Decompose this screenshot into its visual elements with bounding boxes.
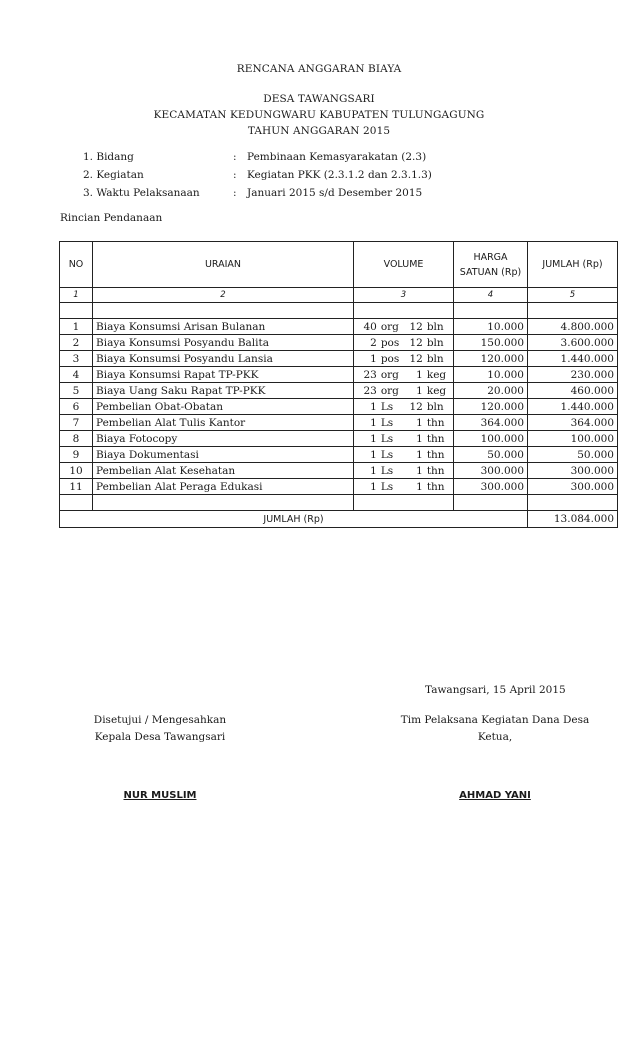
table-row: [60, 351, 618, 367]
row-uraian: Biaya Dokumentasi: [93, 447, 354, 463]
row-uraian: Biaya Konsumsi Posyandu Lansia: [93, 351, 354, 367]
duration-unit: bln: [426, 352, 444, 365]
row-volume: [354, 367, 454, 383]
info-colon: :: [233, 151, 237, 163]
duration-qty: 1: [416, 464, 423, 477]
volume-unit: pos: [380, 352, 400, 365]
row-volume: [354, 447, 454, 463]
duration-qty: 1: [416, 368, 423, 381]
volume-qty: 40: [363, 320, 377, 333]
volume-qty: 1: [370, 416, 377, 429]
column-number-row: [60, 288, 618, 303]
header-jumlah: JUMLAH (Rp): [528, 242, 618, 288]
row-uraian: Pembelian Obat-Obatan: [93, 399, 354, 415]
duration-qty: 12: [409, 352, 423, 365]
row-jumlah: 1.440.000: [528, 399, 618, 415]
blank-row: [60, 303, 618, 319]
volume-qty: 1: [370, 448, 377, 461]
column-number: 5: [528, 288, 618, 303]
row-jumlah: 50.000: [528, 447, 618, 463]
volume-unit: Ls: [380, 480, 394, 493]
volume-unit: org: [380, 384, 399, 397]
info-block: [83, 151, 432, 205]
row-harga: 120.000: [454, 399, 528, 415]
place-date: Tawangsari, 15 April 2015: [425, 684, 566, 696]
kecamatan-heading: KECAMATAN KEDUNGWARU KABUPATEN TULUNGAGUNG: [153, 109, 485, 121]
row-jumlah: 100.000: [528, 431, 618, 447]
row-volume: [354, 431, 454, 447]
document-title: RENCANA ANGGARAN BIAYA: [236, 63, 402, 75]
duration-qty: 1: [416, 384, 423, 397]
header-harga: [454, 242, 528, 288]
table-row: [60, 463, 618, 479]
column-number: 3: [354, 288, 454, 303]
volume-qty: 1: [370, 480, 377, 493]
row-jumlah: 4.800.000: [528, 319, 618, 335]
row-volume: [354, 415, 454, 431]
row-no: 1: [60, 319, 93, 335]
row-volume: [354, 463, 454, 479]
table-row: [60, 447, 618, 463]
row-jumlah: 230.000: [528, 367, 618, 383]
duration-unit: bln: [426, 320, 444, 333]
row-volume: [354, 351, 454, 367]
row-volume: [354, 335, 454, 351]
info-label: 3. Waktu Pelaksanaan: [83, 187, 200, 199]
volume-unit: Ls: [380, 432, 394, 445]
info-label: 2. Kegiatan: [83, 169, 144, 181]
info-value: Pembinaan Kemasyarakatan (2.3): [247, 151, 427, 163]
header-no: NO: [60, 242, 93, 288]
table-row: [60, 367, 618, 383]
row-no: 3: [60, 351, 93, 367]
rincian-label: Rincian Pendanaan: [60, 212, 163, 224]
row-no: 9: [60, 447, 93, 463]
duration-qty: 12: [409, 400, 423, 413]
row-harga: 50.000: [454, 447, 528, 463]
row-jumlah: 460.000: [528, 383, 618, 399]
total-label: JUMLAH (Rp): [60, 511, 528, 528]
table-row: [60, 431, 618, 447]
row-no: 2: [60, 335, 93, 351]
row-harga: 10.000: [454, 367, 528, 383]
left-signature-line1: Disetujui / Mengesahkan: [93, 714, 227, 726]
info-row-waktu: [83, 187, 432, 205]
tahun-heading: TAHUN ANGGARAN 2015: [247, 125, 391, 137]
budget-table: [59, 241, 618, 528]
volume-qty: 23: [363, 384, 377, 397]
volume-unit: Ls: [380, 448, 394, 461]
duration-unit: bln: [426, 336, 444, 349]
duration-unit: thn: [426, 464, 445, 477]
row-no: 6: [60, 399, 93, 415]
row-harga: 300.000: [454, 479, 528, 495]
info-colon: :: [233, 187, 237, 199]
column-number: 1: [60, 288, 93, 303]
row-volume: [354, 479, 454, 495]
info-colon: :: [233, 169, 237, 181]
table-row: [60, 415, 618, 431]
blank-row: [60, 495, 618, 511]
duration-unit: thn: [426, 448, 445, 461]
volume-unit: org: [380, 368, 399, 381]
duration-qty: 12: [409, 320, 423, 333]
right-signature-line2: Ketua,: [477, 731, 513, 743]
table-header-row: [60, 242, 618, 288]
volume-unit: Ls: [380, 416, 394, 429]
row-harga: 20.000: [454, 383, 528, 399]
row-uraian: Pembelian Alat Kesehatan: [93, 463, 354, 479]
right-signatory-name: AHMAD YANI: [459, 790, 531, 801]
row-jumlah: 1.440.000: [528, 351, 618, 367]
row-harga: 364.000: [454, 415, 528, 431]
duration-unit: thn: [426, 416, 445, 429]
row-no: 8: [60, 431, 93, 447]
table-row: [60, 319, 618, 335]
row-harga: 10.000: [454, 319, 528, 335]
row-jumlah: 3.600.000: [528, 335, 618, 351]
row-uraian: Biaya Uang Saku Rapat TP-PKK: [93, 383, 354, 399]
duration-qty: 1: [416, 416, 423, 429]
row-no: 4: [60, 367, 93, 383]
row-volume: [354, 383, 454, 399]
duration-qty: 1: [416, 480, 423, 493]
row-harga: 100.000: [454, 431, 528, 447]
volume-unit: Ls: [380, 464, 394, 477]
duration-unit: bln: [426, 400, 444, 413]
volume-qty: 1: [370, 464, 377, 477]
row-jumlah: 300.000: [528, 463, 618, 479]
left-signatory-name: NUR MUSLIM: [123, 790, 197, 801]
row-no: 10: [60, 463, 93, 479]
duration-qty: 1: [416, 448, 423, 461]
row-jumlah: 300.000: [528, 479, 618, 495]
volume-qty: 1: [370, 400, 377, 413]
column-number: 4: [454, 288, 528, 303]
info-row-kegiatan: [83, 169, 432, 187]
left-signature-line2: Kepala Desa Tawangsari: [94, 731, 226, 743]
volume-qty: 2: [370, 336, 377, 349]
table-row: [60, 335, 618, 351]
row-uraian: Biaya Konsumsi Posyandu Balita: [93, 335, 354, 351]
info-value: Kegiatan PKK (2.3.1.2 dan 2.3.1.3): [247, 169, 432, 181]
volume-unit: pos: [380, 336, 400, 349]
right-signature-line1: Tim Pelaksana Kegiatan Dana Desa: [400, 714, 590, 726]
row-harga: 150.000: [454, 335, 528, 351]
total-value: 13.084.000: [528, 511, 618, 528]
header-harga-line1: HARGA: [473, 251, 508, 263]
row-harga: 300.000: [454, 463, 528, 479]
row-uraian: Pembelian Alat Peraga Edukasi: [93, 479, 354, 495]
row-uraian: Biaya Konsumsi Arisan Bulanan: [93, 319, 354, 335]
table-row: [60, 399, 618, 415]
header-uraian: URAIAN: [93, 242, 354, 288]
column-number: 2: [93, 288, 354, 303]
volume-qty: 23: [363, 368, 377, 381]
duration-unit: thn: [426, 480, 445, 493]
row-uraian: Pembelian Alat Tulis Kantor: [93, 415, 354, 431]
row-no: 5: [60, 383, 93, 399]
duration-unit: keg: [426, 368, 447, 381]
volume-unit: org: [380, 320, 399, 333]
total-row: [60, 511, 618, 528]
duration-qty: 1: [416, 432, 423, 445]
info-value: Januari 2015 s/d Desember 2015: [247, 187, 423, 199]
header-volume: VOLUME: [354, 242, 454, 288]
header-harga-line2: SATUAN (Rp): [459, 266, 522, 278]
row-no: 11: [60, 479, 93, 495]
duration-unit: thn: [426, 432, 445, 445]
info-label: 1. Bidang: [83, 151, 134, 163]
row-volume: [354, 319, 454, 335]
table-row: [60, 383, 618, 399]
row-volume: [354, 399, 454, 415]
volume-qty: 1: [370, 352, 377, 365]
desa-heading: DESA TAWANGSARI: [263, 93, 375, 105]
duration-qty: 12: [409, 336, 423, 349]
duration-unit: keg: [426, 384, 447, 397]
row-jumlah: 364.000: [528, 415, 618, 431]
row-no: 7: [60, 415, 93, 431]
table-row: [60, 479, 618, 495]
row-harga: 120.000: [454, 351, 528, 367]
volume-qty: 1: [370, 432, 377, 445]
row-uraian: Biaya Konsumsi Rapat TP-PKK: [93, 367, 354, 383]
table-body: [60, 319, 618, 495]
row-uraian: Biaya Fotocopy: [93, 431, 354, 447]
volume-unit: Ls: [380, 400, 394, 413]
info-row-bidang: [83, 151, 432, 169]
